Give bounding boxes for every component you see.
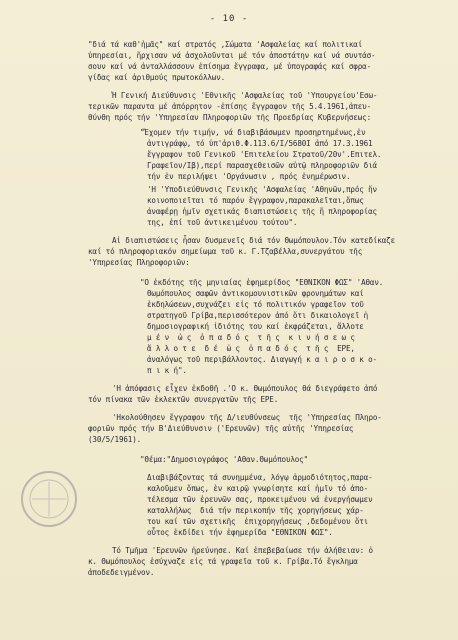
text-line: ἀναφέρῃ ἡμῖν σχετικάς διαπιστώσεις τῆς ἤ πληροφορίας xyxy=(147,207,377,216)
text-line: "Θέμα:"Δημοσιογράφος 'Αθαν.Θωμόπουλος" xyxy=(140,455,309,464)
text-line: ἐκδηλώσεων,συχνάζει εἰς τό πολιτικόν γραφεῖον τοῦ xyxy=(147,300,364,309)
text-line: Θωμόπουλος σαφῶν ἀντικομουνιστικῶν φρονημάτων καί xyxy=(147,289,364,298)
text-line: του καί τῶν σχετικῆς ἐπιχορηγήσεως ,δεδομένου ὅτι xyxy=(147,517,369,526)
page-number: - 10 - xyxy=(209,14,249,24)
rubber-stamp-mark xyxy=(18,468,80,530)
text-line: 'Ηκολούθησεν ἔγγραφον τῆς Δ/ιευθύνσεως τῆς 'Υπηρεσίας Πληρο- xyxy=(112,413,382,422)
text-line: "Ἔχομεν τήν τιμήν, νά διαβιβάσωμεν προσηρτημένως,ἐν xyxy=(140,128,366,137)
text-line: Τό Τμῆμα 'Ερευνῶν ἠρεύνησε. Καί ἐπεβεβαίωσε τήν ἀλήθειαν: ὁ xyxy=(112,546,373,555)
text-line: της, ἐπί τοῦ ἀντικειμένου τούτου". xyxy=(147,218,298,227)
text-line: τήν ἐν περιλήψει 'Οργάνωσιν , πρός ἐνημέρωσιν. xyxy=(147,172,351,181)
text-line: γίδας καί ἀριθμούς πρωτοκόλλων. xyxy=(88,73,226,82)
text-line: ἀποδεδειγμένον. xyxy=(88,568,155,577)
text-line: καί τό πληροφοριακόν σημείωμα τοῦ κ. Γ.Τζαβέλλα,συνεργάτου τῆς xyxy=(88,247,363,256)
text-line: Ἡ Γενική Διεύθυνσις 'Εθνικῆς 'Ασφαλείας τοῦ 'Υπουργείου'Εσω- xyxy=(112,91,378,100)
text-line: Διαβιβάζοντας τά συνημμένα, λόγῳ ἁρμοδιότητος,παρα- xyxy=(147,473,373,482)
text-line: 'Η ἀπόφασις εἶχεν ἐκδοθῆ .'Ο κ. Θωμόπουλος θά διεγράφετο ἀπό xyxy=(112,384,378,393)
text-line: κοινοποιεῖται τό παρόν ἔγγραφον,παρακαλεῖται,ὅπως xyxy=(147,196,364,205)
text-line: (30/5/1961). xyxy=(88,435,142,444)
text-line: 'Η 'Υποδιεύθυνσις Γενικῆς 'Ασφαλείας 'Αθηνῶν,πρός ἥν xyxy=(147,185,377,194)
text-line: ἀναλόγως τοῦ περιβάλλοντος. Διαγωγή κ α ι ρ ο σ κ ο- xyxy=(147,355,377,364)
text-line: Γραφεῖον/Ιβ),περί παρασχεθεισῶν αὐτῷ πληροφοριῶν διά xyxy=(147,161,377,170)
text-line: τόν πίνακα τῶν ἐκλεκτῶν συνεργατῶν τῆς ΕΡΕ. xyxy=(88,395,279,404)
text-line: ἔγγραφον τοῦ Γενικοῦ 'Επιτελείου Στρατοῦ/20ν'.Επιτελ. xyxy=(147,150,382,159)
text-line: μ έ ν ὡ ς ὀ π α δ ό ς τ ῆ ς κ ι ν ή σ ε ω ς xyxy=(147,333,355,342)
text-line: καταλλήλως διά τήν περικοπήν τῆς χορηγήσεως χάρ- xyxy=(147,506,364,515)
text-line: κ. Θωμόπουλος ἐσύχναζε εἰς τά γραφεῖα τοῦ κ. Γρίβα.Τό ἔγκλημα xyxy=(88,557,358,566)
text-line: δημοσιογραφική ἰδιότης του καί ἐκφράζεται, ἄλλοτε xyxy=(147,322,364,331)
text-line: ἄ λ λ ο τ ε δ έ ὡ ς ὀ π α δ ό ς τ ῆ ς ΕΡΕ, xyxy=(147,344,355,353)
text-line: 'Υπηρεσίας Πληροφοριῶν: xyxy=(88,258,190,267)
text-line: "διά τά καθ'ἡμᾶς" καί στρατός ,Σώματα 'Ασφαλείας καί πολιτικαί xyxy=(88,40,363,49)
text-line: π ι κ ή". xyxy=(147,366,187,375)
text-line: φοριῶν πρός τήν Β'Διεύθυνσιν ('Ερευνῶν) τῆς αὐτῆς 'Υπηρεσίας xyxy=(88,424,354,433)
text-line: στρατηγοῦ Γρίβα,περισσότερον ἀπό ὅτι δικαιολογεῖ ἡ xyxy=(147,311,369,320)
text-line: "Ο ἐκδότης τῆς μηνιαίας ἐφημερίδος "ΕΘΝΙΚΟΝ ΦΩΣ" 'Αθαν. xyxy=(140,278,384,287)
text-line: τέλεσμα τῶν ἐρευνῶν σας, προκειμένου νά ἐνεργήσωμεν xyxy=(147,495,373,504)
text-line: καλοῦμεν ὅπως, ἐν καιρῷ γνωρίσητε καί ἡμῖν τό ἀπο- xyxy=(147,484,369,493)
text-line: τερικῶν παραντα μέ ἀπόρρητον -ἐπίσης ἔγγραφον τῆς 5.4.1961,ἀπευ- xyxy=(88,102,371,111)
text-line: οὗτος ἐκδίδει τήν ἐφημερίδα "ΕΘΝΙΚΟΝ ΦΩΣ". xyxy=(147,528,333,537)
text-line: θύνθη πρός τήν 'Υπηρεσίαν Πληροφοριῶν τῆς Προεδρίας Κυβερνήσεως: xyxy=(88,113,371,122)
text-line: ὑπηρεσίαι, ἤρχισαν νά ἀσχολοῦνται μέ τόν ἀποστάτην καί νά συντάσ- xyxy=(88,51,376,60)
text-line: Αἱ διαπιστώσεις ἦσαν δυσμενεῖς διά τόν Θωμόπουλον.Τόν κατεδίκαζε xyxy=(112,236,395,245)
text-line: σουν καί νά ἀνταλλάσσουν ἐπίσημα ἔγγραφα, μέ ὑπογραφάς καί σφρα- xyxy=(88,62,371,71)
text-line: ἀντιγράφῳ, τό ὑπ'ἀριθ.Φ.113.6/Ι/5680Ι ἀπό 17.3.1961 xyxy=(147,139,373,148)
